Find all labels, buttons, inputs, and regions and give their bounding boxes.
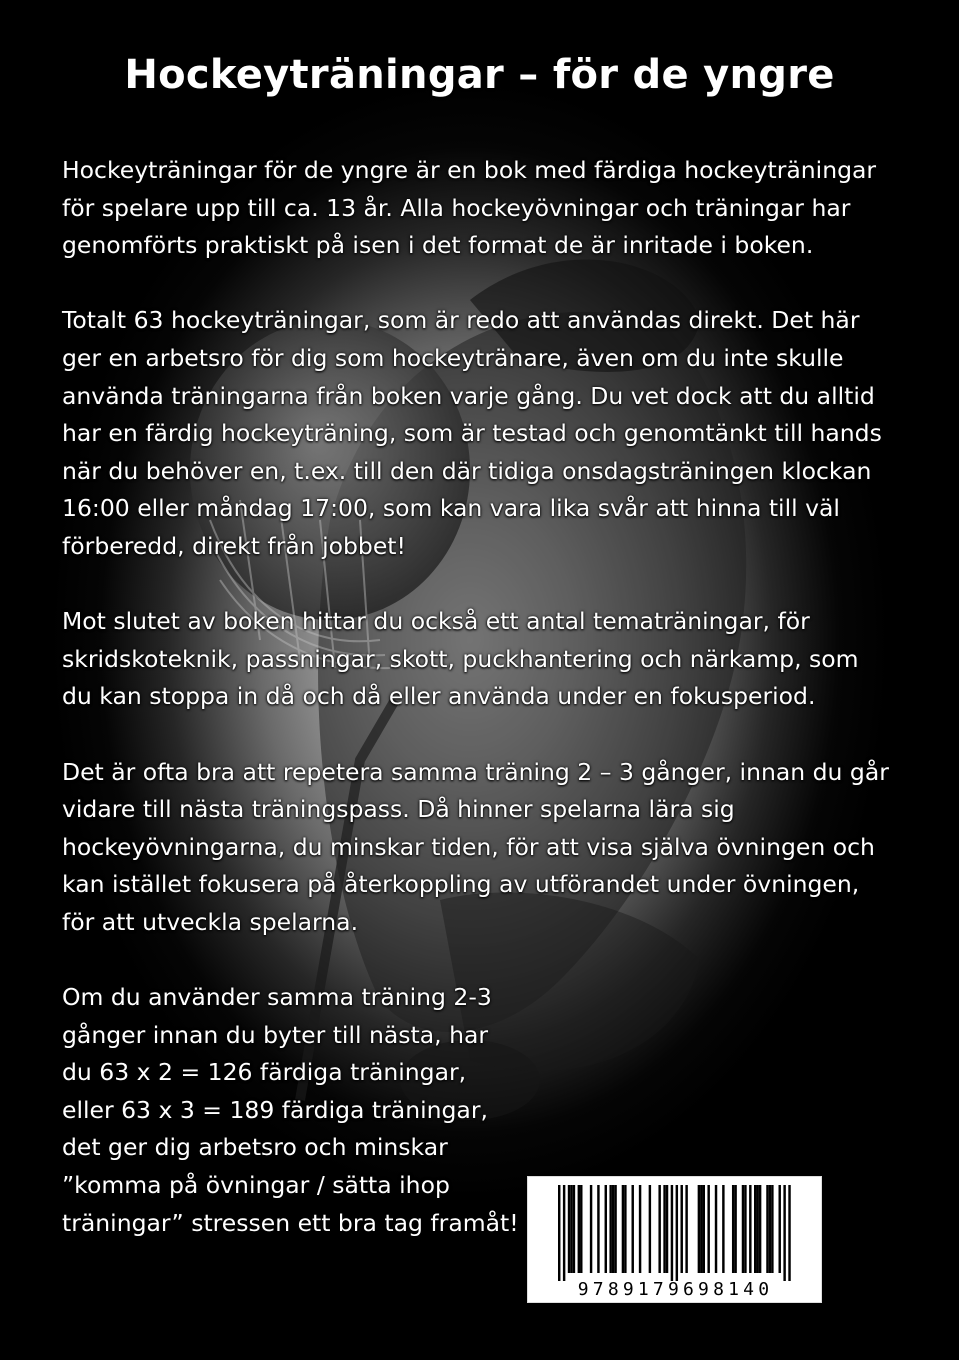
barcode-bar [749, 1185, 751, 1273]
paragraph-intro: Hockeyträningar för de yngre är en bok med färdiga hockeyträningar för spelare upp till ca. 13 år. Alla hockeyövningar och träningar har genomförts praktiskt på isen i det format de är inritade i boken. [62, 156, 877, 260]
isbn-barcode [527, 1176, 822, 1303]
barcode-bar [614, 1185, 616, 1273]
barcode-bar [632, 1185, 634, 1273]
barcode-bar [578, 1185, 580, 1273]
barcode-bar [722, 1185, 724, 1273]
barcode-bar [658, 1185, 660, 1273]
barcode-bar [715, 1185, 717, 1273]
isbn-number: 9789179698140 [577, 1279, 774, 1300]
barcode-bar [779, 1185, 781, 1273]
barcode-bar [612, 1185, 614, 1273]
barcode-bar [681, 1185, 683, 1273]
paragraph-summary: Om du använder samma träning 2-3 gånger innan du byter till nästa, har du 63 x 2 = 126 färdiga träningar, eller 63 x 3 = 189 färdiga träningar, det ger dig arbetsro och minskar ”komma på övningar / sätta ihop träningar” stressen ett bra tag framåt! [62, 983, 519, 1237]
paragraph-repeat: Det är ofta bra att repetera samma träning 2 – 3 gånger, innan du går vidare till nästa träningspass. Då hinner spelarna lära sig hockeyövningarna, du minskar tiden, för att visa själva övningen och kan istället fokusera på återkoppling av utförandet under övningen, för att utveckla spelarna. [62, 757, 889, 936]
barcode-bar [754, 1185, 756, 1273]
barcode-bar [759, 1185, 761, 1273]
barcode-bar [744, 1185, 746, 1273]
barcode-bar [707, 1185, 709, 1273]
barcode-bar [590, 1185, 592, 1273]
barcode-bar [698, 1185, 700, 1273]
book-title: Hockeyträningar – för de yngre [124, 52, 835, 98]
barcode-bar [788, 1185, 790, 1281]
barcode-bar [756, 1185, 758, 1273]
barcode-bar [639, 1185, 641, 1273]
barcode-bar [573, 1185, 575, 1273]
barcode-bar [570, 1185, 572, 1273]
barcode-bar [732, 1185, 734, 1273]
barcode-bar [769, 1185, 771, 1273]
barcode-bar [766, 1185, 768, 1273]
barcode-bar [666, 1185, 668, 1273]
paragraph-total: Totalt 63 hockeyträningar, som är redo att användas direkt. Det här ger en arbetsro för dig som hockeytränare, även om du inte skulle använda träningarna från boken varje gång. Du vet dock att du alltid har en färdig hockeyträning, som är testad och genomtänkt till hands när du behöver en, t.ex. till den där tidiga onsdagsträningen klockan 16:00 eller måndag 17:00, som kan vara lika svår att hinna till väl förberedd, direkt från jobbet! [62, 306, 882, 560]
barcode-bar [703, 1185, 705, 1273]
barcode-bar [597, 1185, 599, 1273]
barcode-bar [609, 1185, 611, 1273]
paragraph-themes: Mot slutet av boken hittar du också ett antal tematräningar, för skridskoteknik, passningar, skott, puckhantering och närkamp, som du kan stoppa in då och då eller använda under en fokusperiod. [62, 607, 859, 711]
barcode-bar [568, 1185, 570, 1273]
barcode-bar [676, 1185, 678, 1281]
barcode-bar [663, 1185, 665, 1273]
barcode-bar [742, 1185, 744, 1273]
barcode-bar [558, 1185, 560, 1281]
barcode-bar [624, 1185, 626, 1273]
back-cover-text [62, 152, 892, 1242]
barcode-bar [685, 1185, 687, 1273]
barcode-bar [700, 1185, 702, 1273]
barcode-bar [563, 1185, 565, 1281]
barcode-bar [580, 1185, 582, 1273]
barcode-bar [649, 1185, 651, 1273]
barcode-bar [771, 1185, 773, 1273]
barcode-bar [734, 1185, 736, 1273]
barcode-bar [671, 1185, 673, 1281]
barcode-bar [622, 1185, 624, 1273]
barcode-bar [605, 1185, 607, 1273]
barcode-bar [783, 1185, 785, 1281]
